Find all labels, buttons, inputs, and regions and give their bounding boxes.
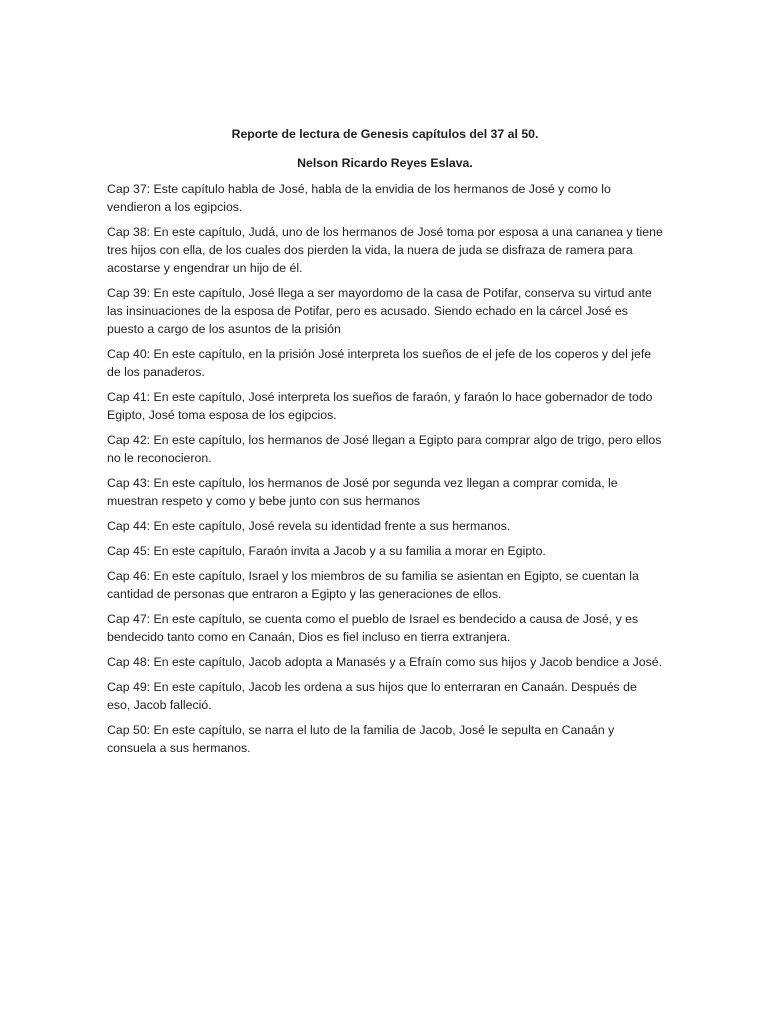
chapter-41-paragraph: Cap 41: En este capítulo, José interpreta los sueños de faraón, y faraón lo hace gobernador de todo Egipto, José toma esposa de los egipcios.	[107, 390, 653, 422]
document-body	[107, 125, 663, 764]
chapter-50-paragraph: Cap 50: En este capítulo, se narra el luto de la familia de Jacob, José le sepulta en Canaán y consuela a sus hermanos.	[107, 723, 615, 755]
chapter-43-paragraph: Cap 43: En este capítulo, los hermanos de José por segunda vez llegan a comprar comida, le muestran respeto y como y bebe junto con sus hermanos	[107, 476, 618, 508]
chapter-37-paragraph: Cap 37: Este capítulo habla de José, habla de la envidia de los hermanos de José y como lo vendieron a los egipcios.	[107, 182, 611, 214]
chapter-47-paragraph: Cap 47: En este capítulo, se cuenta como el pueblo de Israel es bendecido a causa de José, y es bendecido tanto como en Canaán, Dios es fiel incluso en tierra extranjera.	[107, 612, 639, 644]
document-title: Reporte de lectura de Genesis capítulos del 37 al 50.	[231, 127, 539, 141]
chapter-39-paragraph: Cap 39: En este capítulo, José llega a ser mayordomo de la casa de Potifar, conserva su virtud ante las insinuaciones de la esposa de Potifar, pero es acusado. Siendo echado en la cárcel José es puesto a cargo de los asuntos de la prisión	[107, 286, 652, 336]
chapter-49-paragraph: Cap 49: En este capítulo, Jacob les ordena a sus hijos que lo enterraran en Canaán. Después de eso, Jacob falleció.	[107, 680, 637, 712]
chapter-48-paragraph: Cap 48: En este capítulo, Jacob adopta a Manasés y a Efraín como sus hijos y Jacob bendice a José.	[107, 655, 663, 669]
chapter-45-paragraph: Cap 45: En este capítulo, Faraón invita a Jacob y a su familia a morar en Egipto.	[107, 544, 546, 558]
chapter-46-paragraph: Cap 46: En este capítulo, Israel y los miembros de su familia se asientan en Egipto, se cuentan la cantidad de personas que entraron a Egipto y las generaciones de ellos.	[107, 569, 639, 601]
chapter-38-paragraph: Cap 38: En este capítulo, Judá, uno de los hermanos de José toma por esposa a una cananea y tiene tres hijos con ella, de los cuales dos pierden la vida, la nuera de juda se disfraza de ramera para acostarse y engendrar un hijo de él.	[107, 225, 663, 275]
chapter-44-paragraph: Cap 44: En este capítulo, José revela su identidad frente a sus hermanos.	[107, 519, 511, 533]
chapter-40-paragraph: Cap 40: En este capítulo, en la prisión José interpreta los sueños de el jefe de los coperos y del jefe de los panaderos.	[107, 347, 652, 379]
chapter-42-paragraph: Cap 42: En este capítulo, los hermanos de José llegan a Egipto para comprar algo de trigo, pero ellos no le reconocieron.	[107, 433, 662, 465]
document-author: Nelson Ricardo Reyes Eslava.	[297, 156, 473, 170]
